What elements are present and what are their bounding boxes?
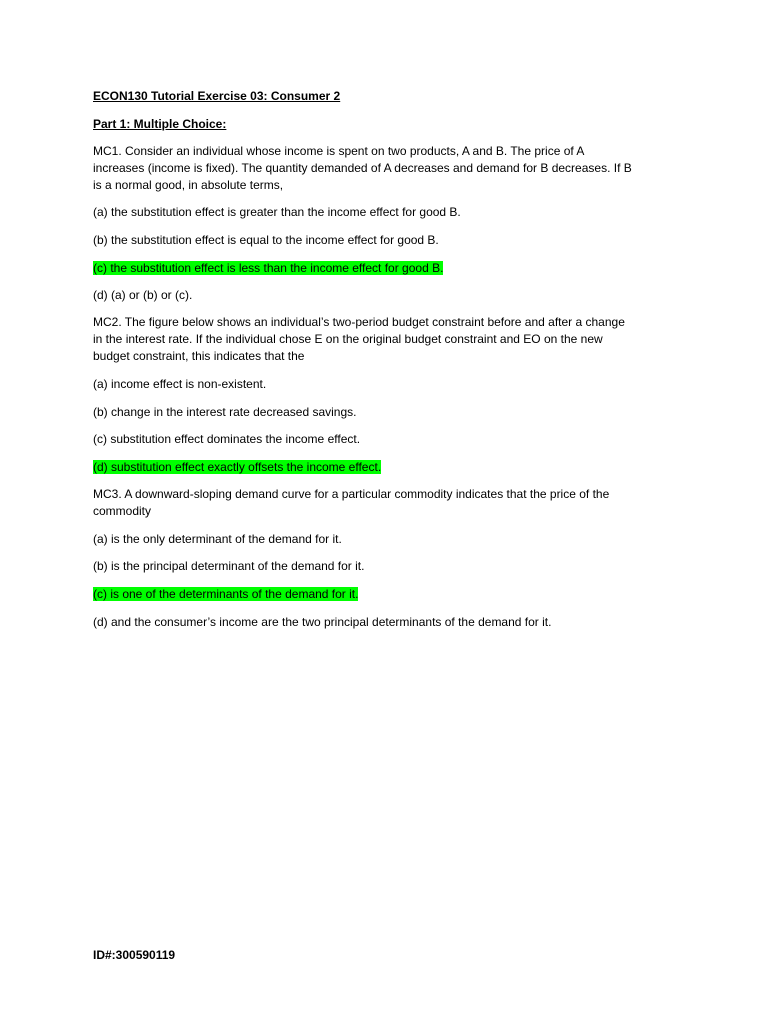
document-title: ECON130 Tutorial Exercise 03: Consumer 2 xyxy=(93,89,341,103)
part-heading: Part 1: Multiple Choice: xyxy=(93,117,227,131)
mc1-option-c xyxy=(93,260,443,277)
mc2-question-line-3: budget constraint, this indicates that the xyxy=(93,349,305,363)
mc3-question-line-1: MC3. A downward-sloping demand curve for a particular commodity indicates that the price of the xyxy=(93,487,610,501)
mc2-answer-highlight: (d) substitution effect exactly offsets the income effect. xyxy=(93,460,382,474)
mc3-option-a: (a) is the only determinant of the demand for it. xyxy=(93,532,342,546)
mc1-option-d: (d) (a) or (b) or (c). xyxy=(93,288,193,302)
mc1-question-line-1: MC1. Consider an individual whose income is spent on two products, A and B. The price of A xyxy=(93,144,585,158)
mc1-answer-highlight: (c) the substitution effect is less than the income effect for good B. xyxy=(93,261,444,275)
mc2-option-c: (c) substitution effect dominates the income effect. xyxy=(93,432,361,446)
mc2-option-b: (b) change in the interest rate decreased savings. xyxy=(93,405,357,419)
mc3-option-b: (b) is the principal determinant of the demand for it. xyxy=(93,559,365,573)
mc3-option-d: (d) and the consumer’s income are the two principal determinants of the demand for it. xyxy=(93,615,552,629)
mc3-question-line-2: commodity xyxy=(93,504,152,518)
footer-id: ID#:300590119 xyxy=(93,948,176,962)
mc2-question-line-1: MC2. The figure below shows an individual’s two-period budget constraint before and after a change xyxy=(93,315,625,329)
mc3-answer-highlight: (c) is one of the determinants of the demand for it. xyxy=(93,587,359,601)
mc3-option-c xyxy=(93,586,358,603)
mc1-question-line-3: is a normal good, in absolute terms, xyxy=(93,178,284,192)
mc1-option-a: (a) the substitution effect is greater than the income effect for good B. xyxy=(93,205,461,219)
mc2-option-a: (a) income effect is non-existent. xyxy=(93,377,267,391)
mc1-question-line-2: increases (income is fixed). The quantity demanded of A decreases and demand for B decreases. If B xyxy=(93,161,632,175)
mc2-option-d xyxy=(93,459,381,476)
mc1-option-b: (b) the substitution effect is equal to the income effect for good B. xyxy=(93,233,439,247)
mc2-question-line-2: in the interest rate. If the individual chose E on the original budget constraint and EO on the new xyxy=(93,332,603,346)
